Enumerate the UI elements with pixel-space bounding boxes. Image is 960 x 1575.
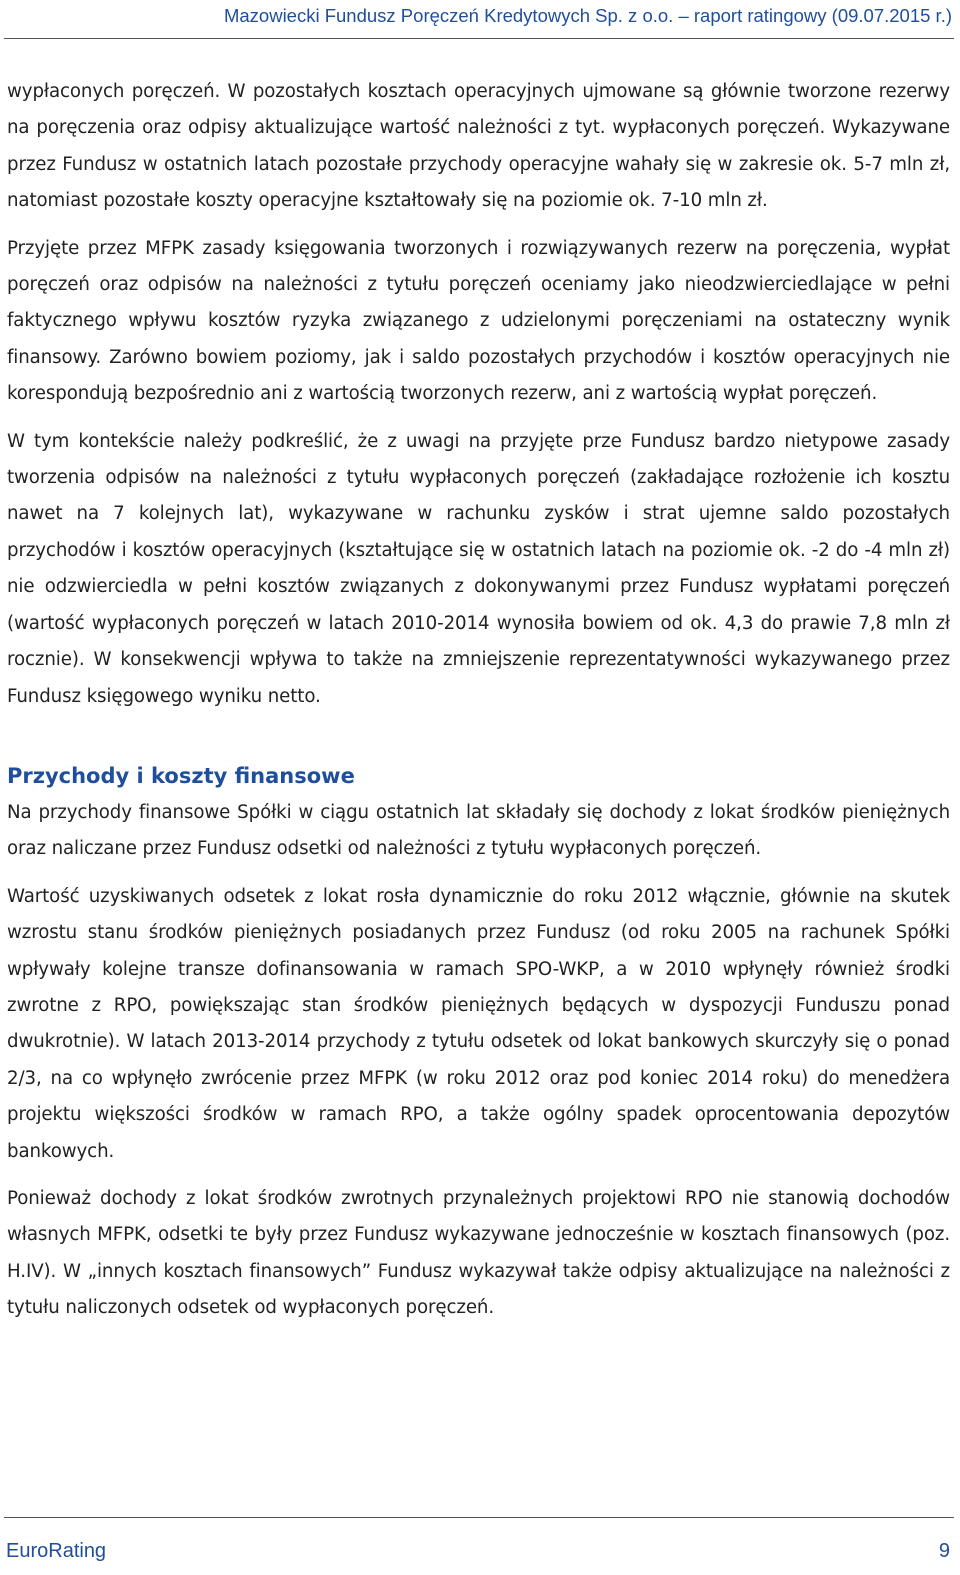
paragraph-write-offs: W tym kontekście należy podkreślić, że z uwagi na przyjęte prze Fundusz bardzo nietypowe zasady tworzenia odpisów na należności z tytułu wypłaconych poręczeń (zakładające rozłożenie ich kosztu nawet na 7 kolejnych lat), wykazywane w rachunku zysków i strat ujemne saldo pozostałych przychodów i kosztów operacyjnych (kształtujące się w ostatnich latach na poziomie ok. -2 do -4 mln zł) nie odzwierciedla w pełni kosztów związanych z dokonywanymi przez Fundusz wypłatami poręczeń (wartość wypłaconych poręczeń w latach 2010-2014 wynosiła bowiem od ok. 4,3 do prawie 7,8 mln zł rocznie). W konsekwencji wpływa to także na zmniejszenie reprezentatywności wykazywanego przez Fundusz księgowego wyniku netto. — [7, 430, 950, 707]
paragraph-rpo-interest: Ponieważ dochody z lokat środków zwrotnych przynależnych projektowi RPO nie stanowią dochodów własnych MFPK, odsetki te były przez Fundusz wykazywane jednocześnie w kosztach finansowych (poz. H.IV). W „innych kosztach finansowych” Fundusz wykazywał także odpisy aktualizujące na należności z tytułu naliczonych odsetek od wypłaconych poręczeń. — [7, 1187, 950, 1319]
page-header — [0, 0, 960, 40]
paragraph-interest-growth: Wartość uzyskiwanych odsetek z lokat rosła dynamicznie do roku 2012 włącznie, głównie na skutek wzrostu stanu środków pieniężnych posiadanych przez Fundusz (od roku 2005 na rachunek Spółki wpływały kolejne transze dofinansowania w ramach SPO-WKP, a w 2010 wpłynęły również środki zwrotne z RPO, powiększając stan środków pieniężnych będących w dyspozycji Funduszu ponad dwukrotnie). W latach 2013-2014 przychody z tytułu odsetek od lokat bankowych skurczyły się o ponad 2/3, na co wpłynęło zwrócenie przez MFPK (w roku 2012 oraz pod koniec 2014 roku) do menedżera projektu większości środków w ramach RPO, a także ogólny spadek oprocentowania depozytów bankowych. — [7, 885, 950, 1162]
paragraph-operating-costs: wypłaconych poręczeń. W pozostałych kosztach operacyjnych ujmowane są głównie tworzone rezerwy na poręczenia oraz odpisy aktualizujące wartość należności z tyt. wypłaconych poręczeń. Wykazywane przez Fundusz w ostatnich latach pozostałe przychody operacyjne wahały się w zakresie ok. 5-7 mln zł, natomiast pozostałe koszty operacyjne kształtowały się na poziomie ok. 7-10 mln zł. — [7, 81, 950, 212]
section-heading-financial: Przychody i koszty finansowe — [7, 763, 355, 788]
header-divider — [4, 38, 954, 39]
document-body — [7, 74, 950, 1338]
paragraph-financial-income: Na przychody finansowe Spółki w ciągu ostatnich lat składały się dochody z lokat środków pieniężnych oraz naliczane przez Fundusz odsetki od należności z tytułu wypłaconych poręczeń. — [7, 801, 950, 860]
footer-brand: EuroRating — [6, 1540, 107, 1562]
footer-divider — [4, 1517, 954, 1518]
report-title: Mazowiecki Fundusz Poręczeń Kredytowych Sp. z o.o. – raport ratingowy (09.07.2015 r.) — [223, 5, 952, 26]
page-footer — [0, 1510, 960, 1575]
page-number: 9 — [938, 1540, 950, 1562]
paragraph-accounting-policy: Przyjęte przez MFPK zasady księgowania tworzonych i rozwiązywanych rezerw na poręczenia, wypłat poręczeń oraz odpisów na należności z tytułu poręczeń oceniamy jako nieodzwierciedlające w pełni faktycznego wpływu kosztów ryzyka związanego z udzielonymi poręczeniami na ostateczny wynik finansowy. Zarówno bowiem poziomy, jak i saldo pozostałych przychodów i kosztów operacyjnych nie korespondują bezpośrednio ani z wartością tworzonych rezerw, ani z wartością wypłat poręczeń. — [7, 237, 950, 405]
